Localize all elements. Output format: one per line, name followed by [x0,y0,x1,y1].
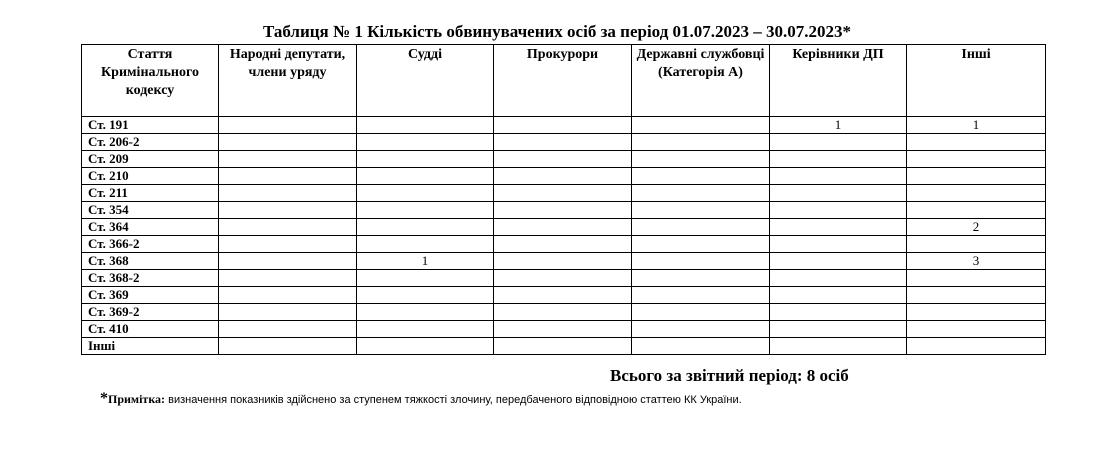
header-prosecutors: Прокурори [494,45,632,117]
value-cell [219,270,357,287]
footnote-star: * [100,390,108,407]
value-cell [357,134,494,151]
value-cell: 3 [907,253,1046,270]
value-cell [494,202,632,219]
value-cell: 1 [907,117,1046,134]
table-row [82,168,1046,185]
value-cell [219,202,357,219]
value-cell [357,151,494,168]
value-cell [219,219,357,236]
value-cell [770,321,907,338]
value-cell [770,185,907,202]
header-civil-servants: Державні службовці (Категорія А) [632,45,770,117]
article-cell: Ст. 354 [82,202,219,219]
table-row [82,338,1046,355]
article-cell: Інші [82,338,219,355]
value-cell [632,134,770,151]
value-cell [494,287,632,304]
header-judges: Судді [357,45,494,117]
value-cell [494,338,632,355]
article-cell: Ст. 369 [82,287,219,304]
footnote [100,390,742,408]
value-cell [907,321,1046,338]
value-cell [219,338,357,355]
value-cell [907,338,1046,355]
footnote-label: Примітка: [108,392,166,406]
value-cell [632,287,770,304]
table-row [82,253,1046,270]
value-cell [770,253,907,270]
header-soe-heads: Керівники ДП [770,45,907,117]
table-row [82,151,1046,168]
table-row [82,202,1046,219]
value-cell [632,270,770,287]
value-cell [632,151,770,168]
value-cell [632,253,770,270]
total-count: Всього за звітний період: 8 осіб [610,366,849,385]
value-cell [219,185,357,202]
table-row [82,304,1046,321]
value-cell [219,304,357,321]
value-cell [494,134,632,151]
value-cell: 1 [357,253,494,270]
value-cell [770,168,907,185]
value-cell [632,304,770,321]
value-cell [494,304,632,321]
value-cell [770,151,907,168]
header-article: Стаття Кримінального кодексу [82,45,219,117]
header-others: Інші [907,45,1046,117]
value-cell [632,168,770,185]
table-row [82,236,1046,253]
value-cell [632,338,770,355]
value-cell [494,117,632,134]
article-cell: Ст. 210 [82,168,219,185]
value-cell [219,236,357,253]
value-cell [357,338,494,355]
table-row [82,287,1046,304]
table-row [82,117,1046,134]
value-cell [907,304,1046,321]
value-cell: 1 [770,117,907,134]
article-cell: Ст. 366-2 [82,236,219,253]
value-cell [357,219,494,236]
value-cell [770,338,907,355]
article-cell: Ст. 364 [82,219,219,236]
value-cell [907,270,1046,287]
header-mps: Народні депутати, члени уряду [219,45,357,117]
value-cell [357,117,494,134]
article-cell: Ст. 211 [82,185,219,202]
value-cell: 2 [907,219,1046,236]
value-cell [770,236,907,253]
table-row [82,270,1046,287]
article-cell: Ст. 368-2 [82,270,219,287]
article-cell: Ст. 191 [82,117,219,134]
table-title: Таблиця № 1 Кількість обвинувачених осіб за період 01.07.2023 – 30.07.2023* [262,22,852,41]
value-cell [632,321,770,338]
value-cell [770,270,907,287]
table-row [82,185,1046,202]
value-cell [494,253,632,270]
value-cell [770,219,907,236]
value-cell [907,151,1046,168]
value-cell [219,151,357,168]
value-cell [632,202,770,219]
value-cell [494,270,632,287]
table-row [82,321,1046,338]
value-cell [770,287,907,304]
value-cell [494,236,632,253]
article-cell: Ст. 209 [82,151,219,168]
value-cell [219,134,357,151]
value-cell [494,321,632,338]
value-cell [494,168,632,185]
defendants-table [81,44,1046,355]
article-cell: Ст. 410 [82,321,219,338]
value-cell [494,219,632,236]
value-cell [907,134,1046,151]
value-cell [907,185,1046,202]
value-cell [357,236,494,253]
table-row [82,219,1046,236]
value-cell [357,287,494,304]
table-header-row [82,45,1046,117]
value-cell [632,219,770,236]
value-cell [632,236,770,253]
value-cell [494,185,632,202]
value-cell [494,151,632,168]
value-cell [357,202,494,219]
value-cell [907,168,1046,185]
footnote-text: визначення показників здійснено за ступенем тяжкості злочину, передбаченого відповідною статтею КК України. [165,394,742,406]
value-cell [770,202,907,219]
value-cell [770,134,907,151]
value-cell [219,117,357,134]
value-cell [219,253,357,270]
value-cell [357,321,494,338]
value-cell [907,236,1046,253]
value-cell [357,270,494,287]
value-cell [632,185,770,202]
article-cell: Ст. 368 [82,253,219,270]
value-cell [219,321,357,338]
value-cell [357,185,494,202]
value-cell [357,168,494,185]
value-cell [219,168,357,185]
article-cell: Ст. 206-2 [82,134,219,151]
table-row [82,134,1046,151]
value-cell [907,202,1046,219]
value-cell [907,287,1046,304]
value-cell [357,304,494,321]
value-cell [219,287,357,304]
value-cell [770,304,907,321]
value-cell [632,117,770,134]
article-cell: Ст. 369-2 [82,304,219,321]
